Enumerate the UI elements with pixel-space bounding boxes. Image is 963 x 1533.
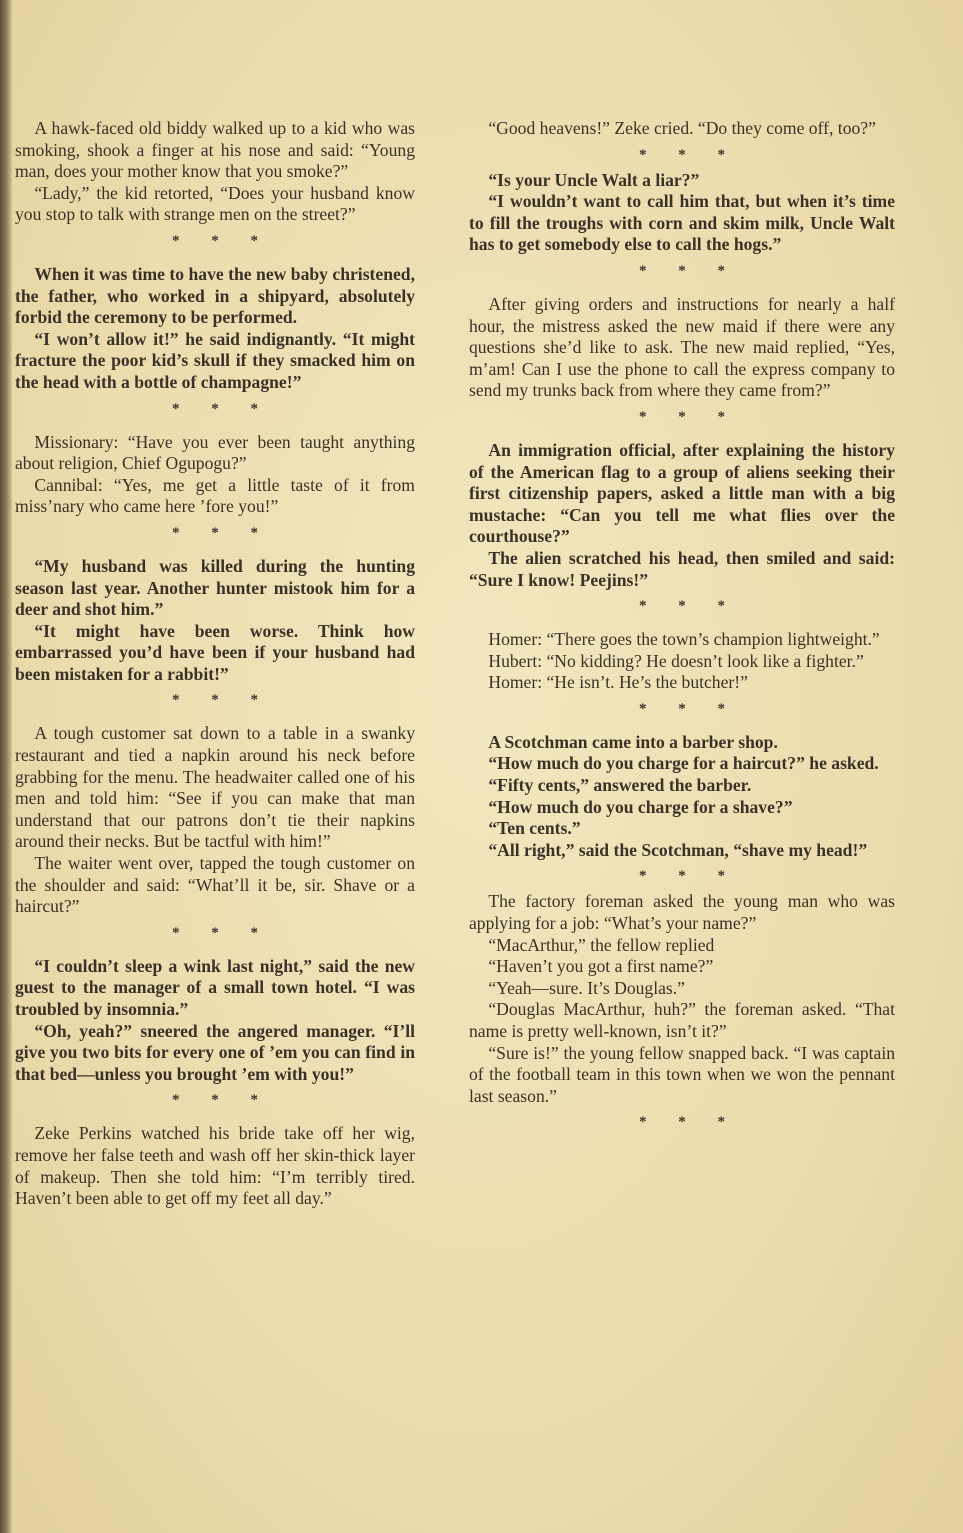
joke-separator: * * * xyxy=(639,408,739,425)
joke-separator: * * * xyxy=(172,1092,272,1109)
joke-paragraph: Homer: “There goes the town’s champion lightweight.” xyxy=(488,629,880,650)
joke-separator: * * * xyxy=(172,924,272,941)
joke-paragraph: “Fifty cents,” answered the barber. xyxy=(488,775,752,796)
left-column xyxy=(15,118,415,1210)
joke-paragraph: The alien scratched his head, then smiled and said: “Sure I know! Peejins!” xyxy=(469,547,895,590)
joke-paragraph: Hubert: “No kidding? He doesn’t look like a fighter.” xyxy=(488,650,864,671)
joke-paragraph: “Lady,” the kid retorted, “Does your husband know you stop to talk with strange men on the street?” xyxy=(15,182,415,225)
joke-separator: * * * xyxy=(639,700,739,717)
joke-macarthur xyxy=(469,891,895,1107)
joke-paragraph: “Is your Uncle Walt a liar?” xyxy=(488,169,700,190)
joke-immigration xyxy=(469,440,895,591)
joke-headwaiter xyxy=(15,723,415,917)
joke-paragraph: “All right,” said the Scotchman, “shave my head!” xyxy=(488,839,868,860)
joke-missionary xyxy=(15,432,415,518)
joke-separator: * * * xyxy=(639,1114,739,1131)
joke-separator: * * * xyxy=(639,262,739,279)
joke-paragraph: The factory foreman asked the young man who was applying for a job: “What’s your name?” xyxy=(469,891,895,934)
joke-paragraph: “I couldn’t sleep a wink last night,” said the new guest to the manager of a small town hotel. “I was troubled by insomnia.” xyxy=(15,955,415,1019)
joke-paragraph: “I wouldn’t want to call him that, but when it’s time to fill the troughs with corn and skim milk, Uncle Walt has to get somebody else to call the hogs.” xyxy=(469,191,895,255)
joke-paragraph: “Yeah—sure. It’s Douglas.” xyxy=(488,977,685,998)
right-column xyxy=(469,118,895,1137)
joke-christening xyxy=(15,264,415,394)
joke-hunter xyxy=(15,556,415,686)
joke-paragraph: “It might have been worse. Think how embarrassed you’d have been if your husband had been mistaken for a rabbit!” xyxy=(15,620,415,684)
joke-paragraph: “Ten cents.” xyxy=(488,818,581,839)
joke-separator: * * * xyxy=(172,400,272,417)
joke-separator: * * * xyxy=(639,146,739,163)
joke-paragraph: “How much do you charge for a haircut?” he asked. xyxy=(488,753,879,774)
joke-new-maid xyxy=(469,294,895,402)
joke-paragraph: Homer: “He isn’t. He’s the butcher!” xyxy=(488,672,748,693)
joke-separator: * * * xyxy=(172,232,272,249)
joke-paragraph: “Haven’t you got a first name?” xyxy=(488,956,714,977)
joke-paragraph: “I won’t allow it!” he said indignantly. “It might fracture the poor kid’s skull if they smacked him on the head with a bottle of champagne!” xyxy=(15,328,415,392)
joke-zeke-punchline xyxy=(469,118,895,140)
page-binding-edge xyxy=(0,0,12,1533)
joke-homer-hubert xyxy=(469,629,895,694)
joke-paragraph: “MacArthur,” the fellow replied xyxy=(488,934,715,955)
joke-paragraph: Missionary: “Have you ever been taught anything about religion, Chief Ogupogu?” xyxy=(15,431,415,474)
joke-paragraph: A Scotchman came into a barber shop. xyxy=(488,731,778,752)
joke-separator: * * * xyxy=(639,598,739,615)
joke-paragraph: “Sure is!” the young fellow snapped back. “I was captain of the football team in this town when we won the pennant last season.” xyxy=(469,1042,895,1106)
joke-paragraph: A tough customer sat down to a table in a swanky restaurant and tied a napkin around his neck before grabbing for the menu. The headwaiter called one of his men and told him: “See if you can make that man understand that our patrons don’t tie their napkins around their necks. But be tactful with him!” xyxy=(15,723,415,852)
joke-paragraph: “Oh, yeah?” sneered the angered manager. “I’ll give you two bits for every one of ’em you can find in that bed—unless you brought ’em with you!” xyxy=(15,1020,415,1084)
joke-paragraph: Zeke Perkins watched his bride take off her wig, remove her false teeth and wash off her skin-thick layer of makeup. Then she told him: “I’m terribly tired. Haven’t been able to get off my feet all day.” xyxy=(15,1123,415,1209)
joke-separator: * * * xyxy=(172,524,272,541)
joke-scotchman xyxy=(469,732,895,862)
joke-paragraph: When it was time to have the new baby christened, the father, who worked in a shipyard, absolutely forbid the ceremony to be performed. xyxy=(15,263,415,328)
joke-paragraph: “Good heavens!” Zeke cried. “Do they come off, too?” xyxy=(488,118,876,138)
joke-uncle-walt xyxy=(469,170,895,256)
joke-separator: * * * xyxy=(172,692,272,709)
joke-paragraph: The waiter went over, tapped the tough customer on the shoulder and said: “What’ll it be, sir. Shave or a haircut?” xyxy=(15,853,415,917)
joke-paragraph: “How much do you charge for a shave?” xyxy=(488,796,793,817)
joke-separator: * * * xyxy=(639,868,739,885)
joke-paragraph: An immigration official, after explaining the history of the American flag to a group of aliens seeking their first citizenship papers, asked a little man with a big mustache: “Can you tell me what flies over the courthouse?” xyxy=(469,439,895,547)
joke-zeke-bride xyxy=(15,1123,415,1209)
joke-paragraph: After giving orders and instructions for nearly a half hour, the mistress asked the new maid if there were any questions she’d like to ask. The new maid replied, “Yes, m’am! Can I use the phone to call the express company to send my trunks back from where they came from?” xyxy=(469,293,895,401)
joke-insomnia xyxy=(15,956,415,1086)
joke-biddy xyxy=(15,118,415,226)
joke-paragraph: Cannibal: “Yes, me get a little taste of it from miss’nary who came here ’fore you!” xyxy=(15,474,415,517)
joke-paragraph: “My husband was killed during the hunting season last year. Another hunter mistook him for a deer and shot him.” xyxy=(15,555,415,620)
joke-paragraph: “Douglas MacArthur, huh?” the foreman asked. “That name is pretty well-known, isn’t it?” xyxy=(469,999,895,1041)
joke-paragraph: A hawk-faced old biddy walked up to a kid who was smoking, shook a finger at his nose and said: “Young man, does your mother know that you smoke?” xyxy=(15,118,415,182)
